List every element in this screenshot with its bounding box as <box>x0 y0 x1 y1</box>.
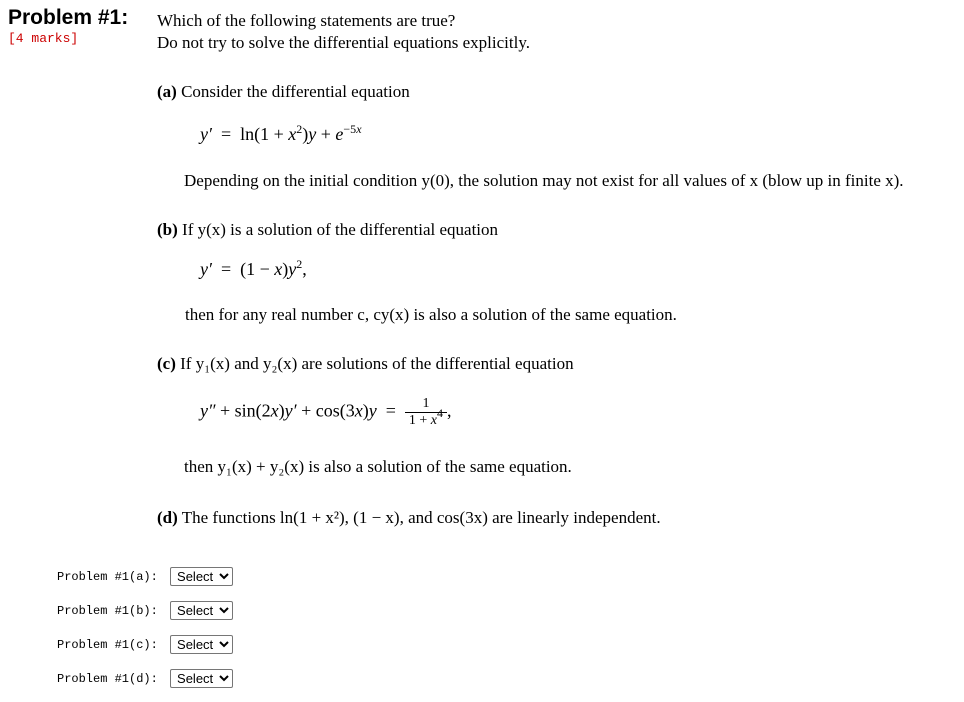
answer-row-b <box>57 601 233 620</box>
part-d <box>157 508 661 528</box>
part-d-statement: The functions ln(1 + x²), (1 − x), and cos(3x) are linearly independent. <box>181 508 661 527</box>
part-a-equation: $y' = \ln(1 + x^2)y + e^{-5x}$ <box>200 121 362 144</box>
answer-select-c[interactable] <box>170 635 233 654</box>
part-b-label: (b) <box>157 220 178 239</box>
fraction: $\frac{1}{1 + x^4}$ <box>405 396 447 429</box>
part-b-lead-text: If y(x) is a solution of the differential equation <box>182 220 499 239</box>
intro-question: Which of the following statements are true? <box>157 11 456 30</box>
part-b-equation: $y' = (1 - x)y^2$, <box>200 256 307 279</box>
answer-label-a: Problem #1(a): <box>57 569 158 584</box>
answer-label-b: Problem #1(b): <box>57 603 158 618</box>
answer-select-a[interactable] <box>170 567 233 586</box>
part-c-label: (c) <box>157 354 176 373</box>
answer-label-d: Problem #1(d): <box>57 671 158 686</box>
part-d-label: (d) <box>157 508 178 527</box>
part-a-lead <box>157 82 410 102</box>
part-a-lead-text: Consider the differential equation <box>181 82 410 101</box>
part-c-lead-text: If y₁(x) and y₂(x) are solutions of the differential equation <box>180 354 574 373</box>
marks-label: [4 marks] <box>8 31 79 46</box>
answer-select-b[interactable] <box>170 601 233 620</box>
answer-select-d[interactable] <box>170 669 233 688</box>
part-b-lead <box>157 220 498 240</box>
intro-instruction: Do not try to solve the differential equations explicitly. <box>157 33 530 52</box>
part-c-statement: then y₁(x) + y₂(x) is also a solution of the same equation. <box>184 457 572 476</box>
part-c-equation: y″ + sin(2x)y′ + cos(3x)y = $\frac{1}{1 + x^4}$ , <box>200 396 452 429</box>
answer-label-c: Problem #1(c): <box>57 637 158 652</box>
part-b-statement: then for any real number c, cy(x) is also a solution of the same equation. <box>185 305 677 324</box>
problem-title: Problem #1: <box>8 6 129 29</box>
part-a-statement: Depending on the initial condition y(0), the solution may not exist for all values of x (blow up in finite x). <box>184 171 904 190</box>
part-a-label: (a) <box>157 82 177 101</box>
part-c-lead <box>157 354 574 374</box>
answer-row-a <box>57 567 233 586</box>
answer-row-d <box>57 669 233 688</box>
answer-row-c <box>57 635 233 654</box>
